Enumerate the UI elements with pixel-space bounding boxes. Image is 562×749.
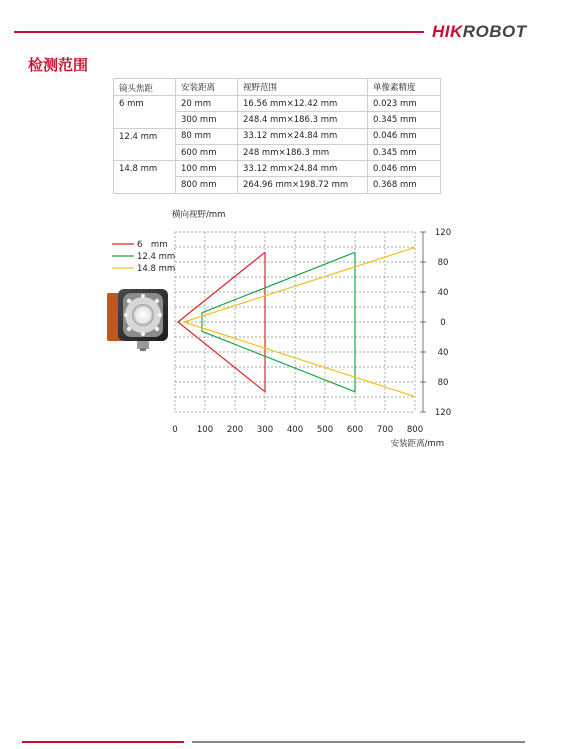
header-fov: 视野范围 — [238, 79, 368, 96]
y-tick-label: 120 — [434, 228, 452, 238]
distance-cell: 800 mm — [176, 177, 238, 193]
fov-cell: 33.12 mm×24.84 mm — [238, 161, 368, 177]
distance-cell: 300 mm — [176, 112, 238, 128]
x-tick-label: 100 — [196, 425, 214, 435]
table-row — [114, 96, 441, 112]
x-tick-label: 400 — [286, 425, 304, 435]
spec-table — [113, 78, 441, 194]
header-precision: 单像素精度 — [368, 79, 441, 96]
footer-rule-red — [22, 741, 184, 743]
legend-label: 12.4 mm — [137, 252, 176, 262]
x-tick-label: 0 — [172, 425, 178, 435]
fov-cell: 264.96 mm×198.72 mm — [238, 177, 368, 193]
y-tick-label: 0 — [440, 318, 446, 328]
table-header-row — [114, 79, 441, 96]
precision-cell: 0.046 mm — [368, 128, 441, 144]
x-tick-label: 200 — [226, 425, 244, 435]
x-tick-label: 700 — [376, 425, 394, 435]
x-tick-label: 800 — [406, 425, 424, 435]
fov-cell: 33.12 mm×24.84 mm — [238, 128, 368, 144]
x-tick-label: 600 — [346, 425, 364, 435]
precision-cell: 0.368 mm — [368, 177, 441, 193]
table-row — [114, 161, 441, 177]
precision-cell: 0.046 mm — [368, 161, 441, 177]
focal-cell: 12.4 mm — [114, 128, 176, 161]
fov-cell: 248.4 mm×186.3 mm — [238, 112, 368, 128]
focal-cell: 6 mm — [114, 96, 176, 129]
brand-logo — [432, 22, 527, 42]
x-tick-label: 500 — [316, 425, 334, 435]
fov-cell: 248 mm×186.3 mm — [238, 144, 368, 160]
y-tick-label: 40 — [437, 348, 449, 358]
legend-label: 14.8 mm — [137, 264, 176, 274]
distance-cell: 600 mm — [176, 144, 238, 160]
x-axis-label: 安装距离/mm — [390, 439, 444, 449]
y-tick-label: 120 — [434, 408, 452, 418]
brand-logo-robot: ROBOT — [462, 22, 527, 41]
y-tick-label: 80 — [437, 378, 449, 388]
footer-rule-gray — [192, 741, 525, 743]
y-tick-label: 80 — [437, 258, 449, 268]
y-tick-label: 40 — [437, 288, 449, 298]
distance-cell: 80 mm — [176, 128, 238, 144]
table-row — [114, 128, 441, 144]
fov-cell: 16.56 mm×12.42 mm — [238, 96, 368, 112]
legend-label: 6 mm — [137, 240, 168, 250]
header-focal: 镜头焦距 — [114, 79, 176, 96]
brand-logo-hik: HIK — [432, 22, 463, 41]
header-distance: 安装距离 — [176, 79, 238, 96]
precision-cell: 0.345 mm — [368, 144, 441, 160]
camera-image — [106, 287, 173, 351]
header-rule — [14, 31, 424, 33]
x-tick-label: 300 — [256, 425, 274, 435]
precision-cell: 0.345 mm — [368, 112, 441, 128]
distance-cell: 20 mm — [176, 96, 238, 112]
precision-cell: 0.023 mm — [368, 96, 441, 112]
focal-cell: 14.8 mm — [114, 161, 176, 194]
section-title: 检测范围 — [28, 56, 89, 74]
distance-cell: 100 mm — [176, 161, 238, 177]
y-axis-label: 横向视野/mm — [172, 210, 226, 220]
